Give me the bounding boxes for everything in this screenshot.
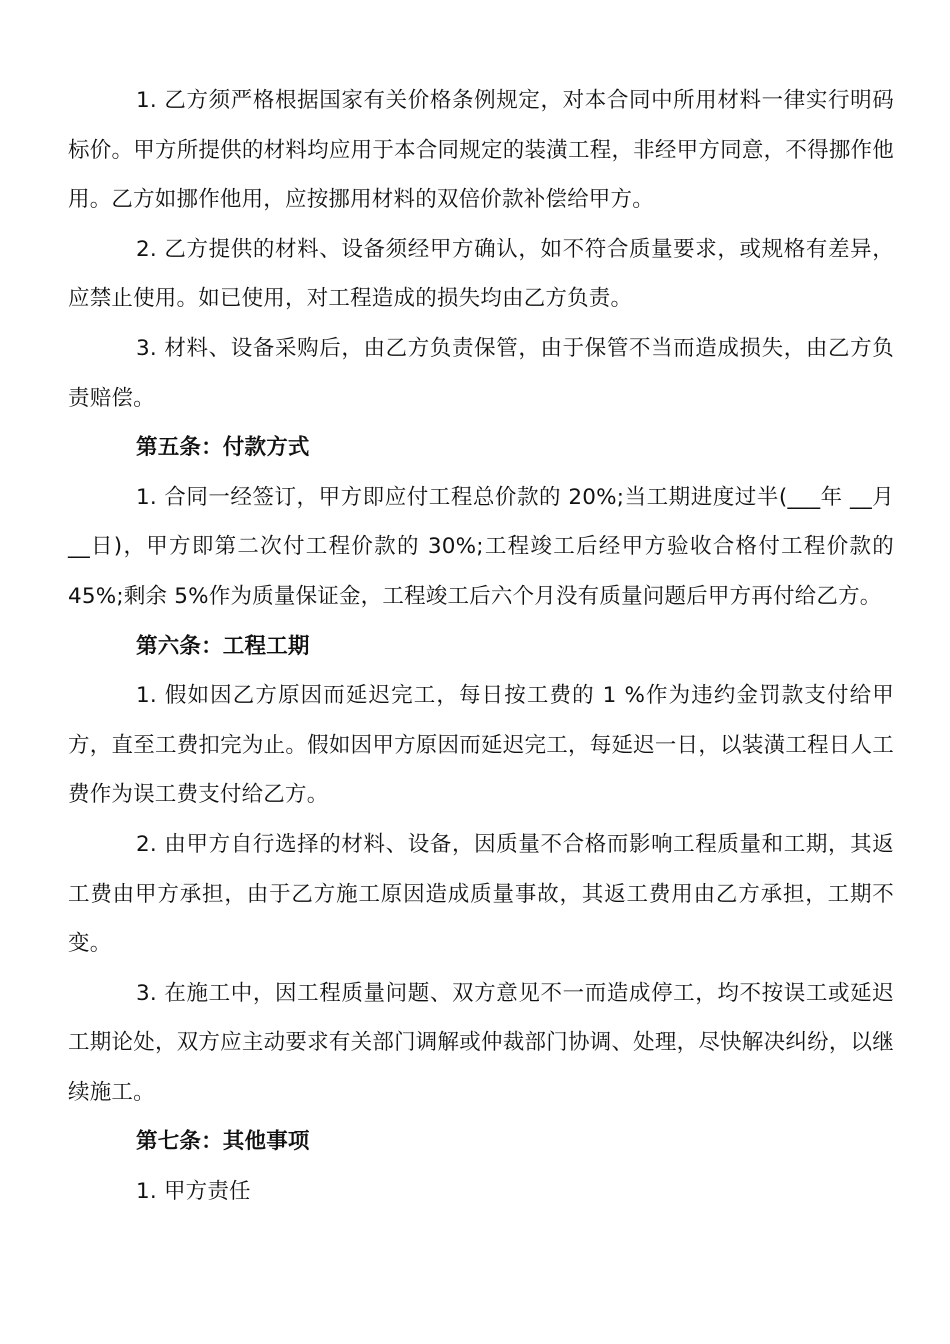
clause-4-item-1: 1. 乙方须严格根据国家有关价格条例规定，对本合同中所用材料一律实行明码标价。甲方所提供的材料均应用于本合同规定的装潢工程，非经甲方同意，不得挪作他用。乙方如挪作他用，应按挪用材料的双倍价款补偿给甲方。 bbox=[68, 88, 894, 213]
document-page bbox=[68, 76, 894, 1217]
clause-6-item-3: 3. 在施工中，因工程质量问题、双方意见不一而造成停工，均不按误工或延迟工期论处，双方应主动要求有关部门调解或仲裁部门协调、处理，尽快解决纠纷，以继续施工。 bbox=[68, 980, 894, 1105]
clause-5-item-1: 1. 合同一经签订，甲方即应付工程总价款的 20%;当工期进度过半(___年 __月__日)，甲方即第二次付工程价款的 30%;工程竣工后经甲方验收合格付工程价款的 45%;剩余 5%作为质量保证金，工程竣工后六个月没有质量问题后甲方再付给乙方。 bbox=[68, 484, 894, 609]
clause-4-item-2: 2. 乙方提供的材料、设备须经甲方确认，如不符合质量要求，或规格有差异，应禁止使用。如已使用，对工程造成的损失均由乙方负责。 bbox=[68, 236, 894, 312]
clause-6-heading: 第六条：工程工期 bbox=[136, 633, 310, 659]
clause-6-item-1: 1. 假如因乙方原因而延迟完工，每日按工费的 1 %作为违约金罚款支付给甲方，直至工费扣完为止。假如因甲方原因而延迟完工，每延迟一日，以装潢工程日人工费作为误工费支付给乙方。 bbox=[68, 683, 894, 808]
clause-4-item-3: 3. 材料、设备采购后，由乙方负责保管，由于保管不当而造成损失，由乙方负责赔偿。 bbox=[68, 335, 894, 411]
clause-6-item-2: 2. 由甲方自行选择的材料、设备，因质量不合格而影响工程质量和工期，其返工费由甲方承担，由于乙方施工原因造成质量事故，其返工费用由乙方承担，工期不变。 bbox=[68, 831, 894, 957]
clause-7-heading: 第七条：其他事项 bbox=[136, 1129, 310, 1155]
clause-5-heading: 第五条：付款方式 bbox=[136, 435, 310, 461]
clause-7-item-1: 1. 甲方责任 bbox=[136, 1179, 251, 1205]
